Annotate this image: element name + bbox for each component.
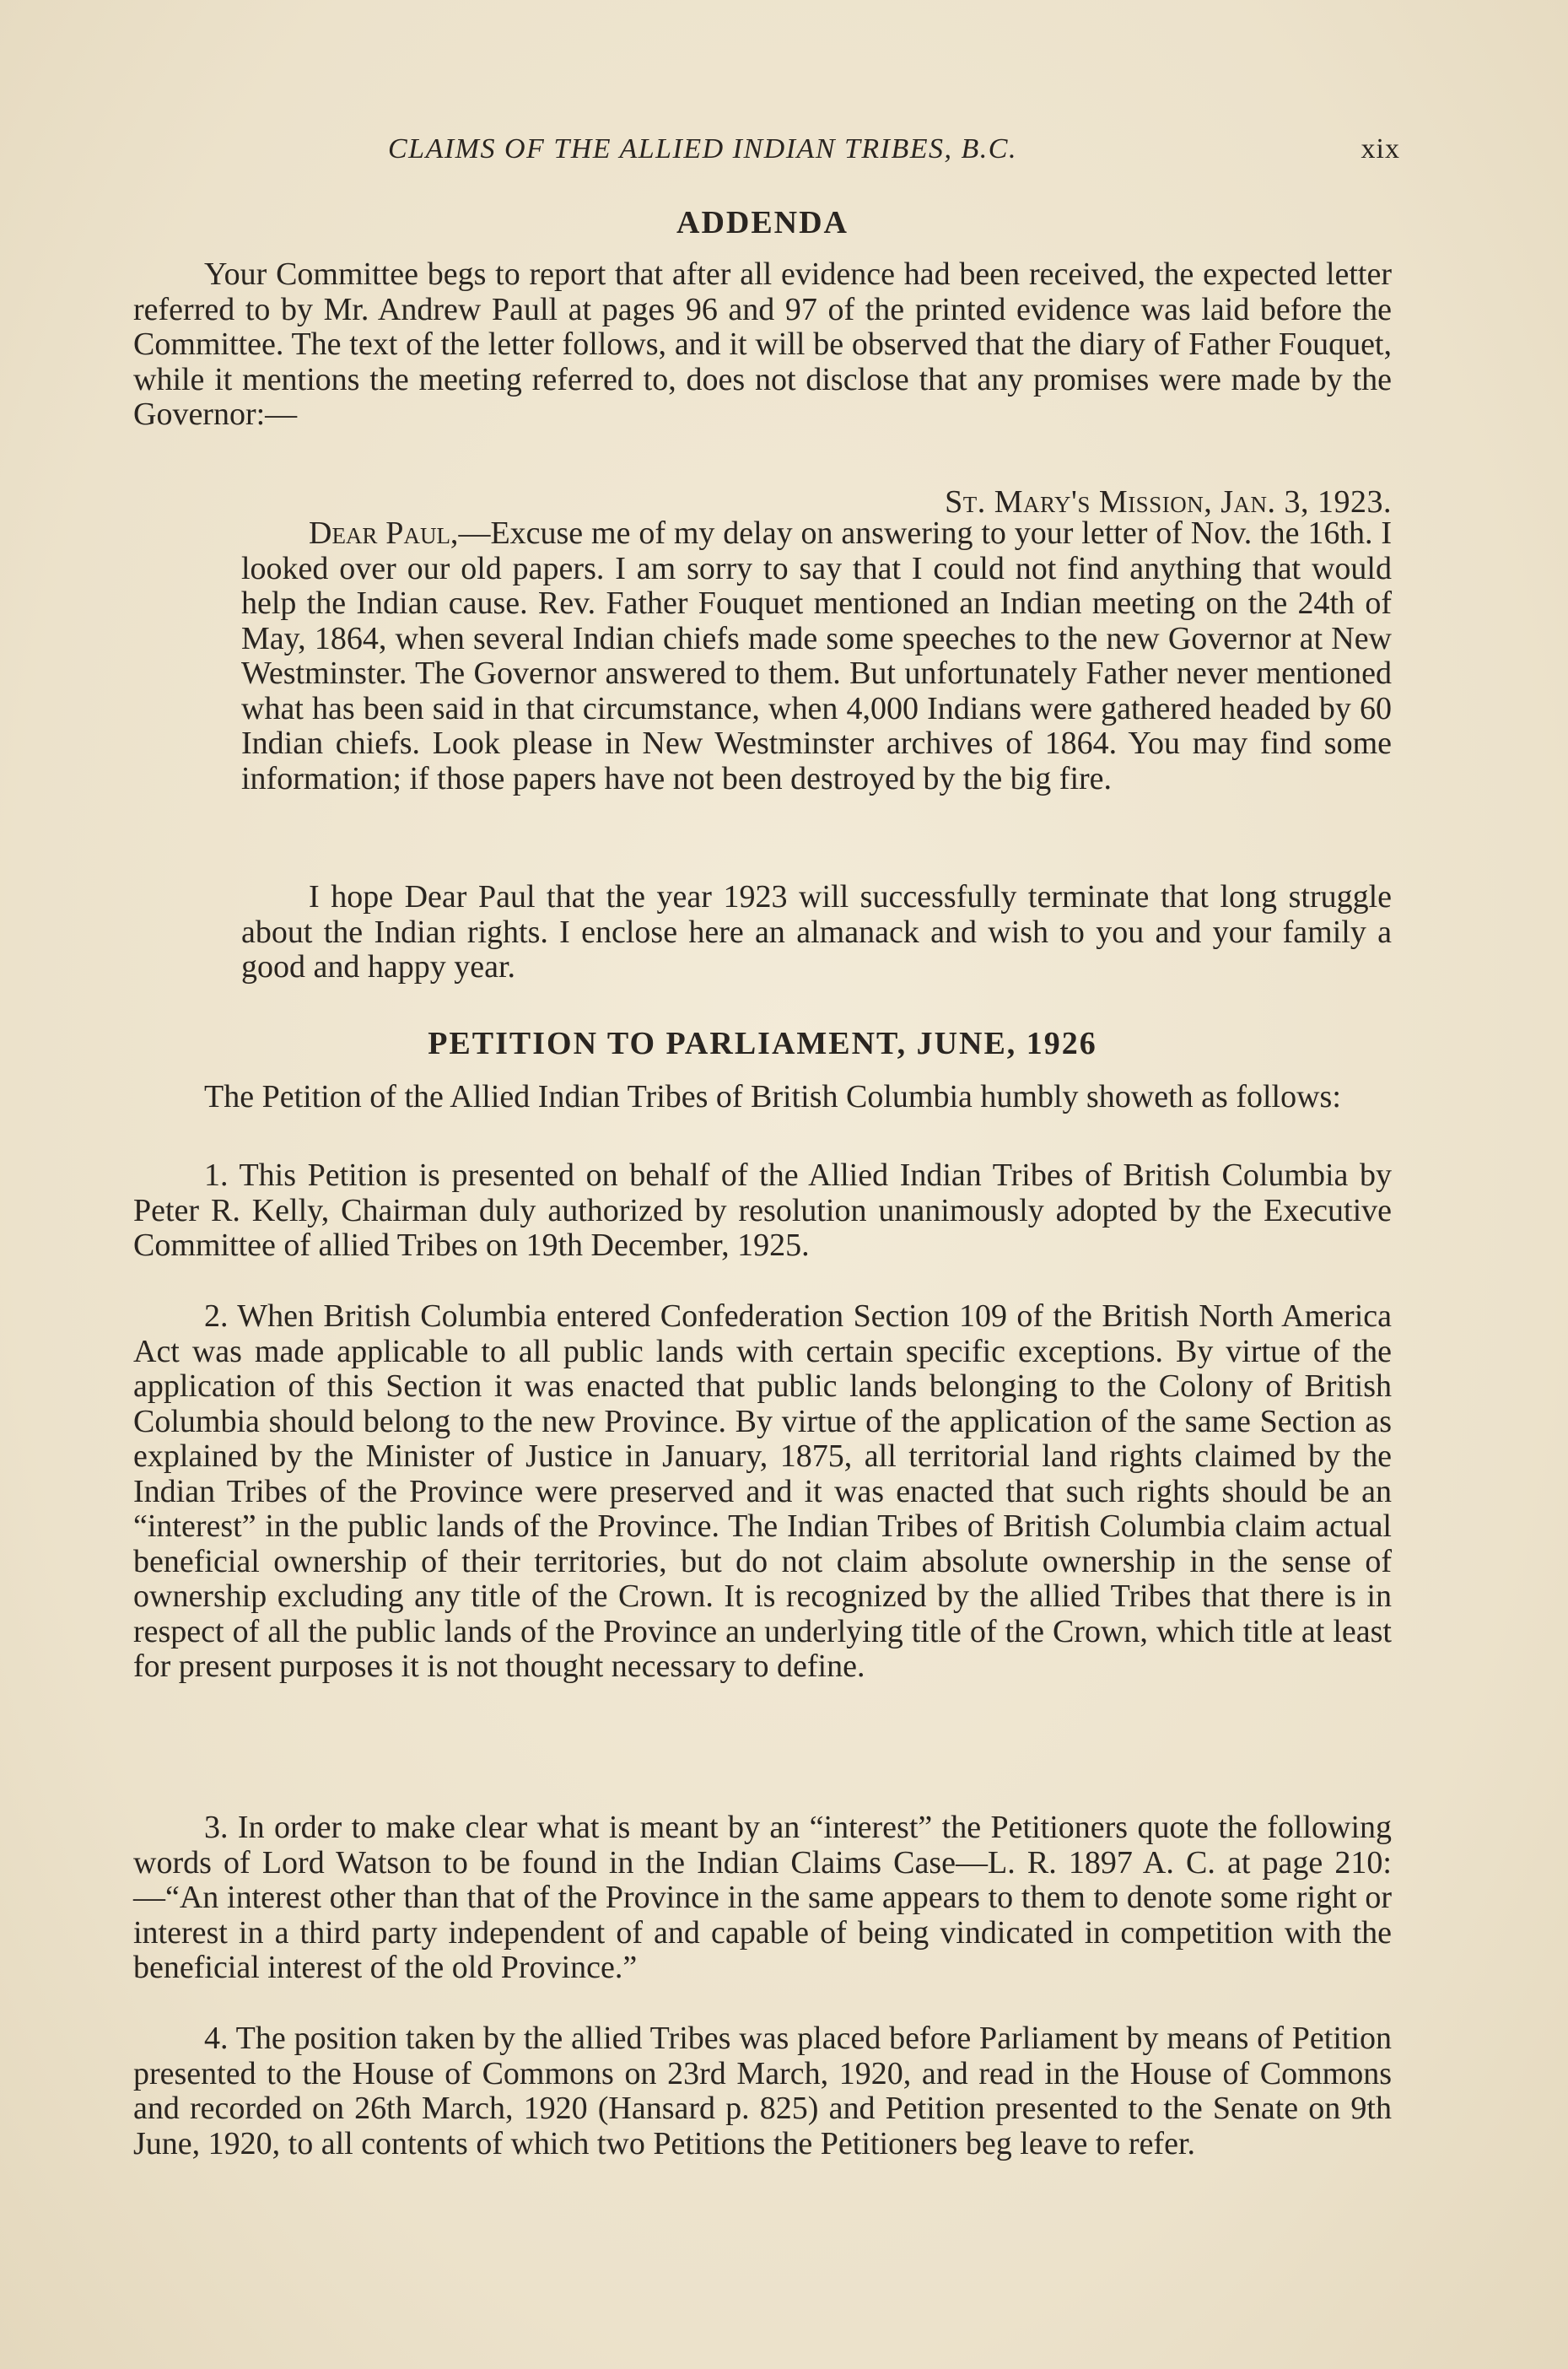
addenda-heading: ADDENDA [676,205,849,240]
petition-item-1: 1. This Petition is presented on behalf of the Allied Indian Tribes of British Columbia by Peter R. Kelly, Chairman duly authorized by resolution unanimously adopted by the Executive Committee of allied Tribes on 19th December, 1925. [133,1158,1392,1263]
petition-intro: The Petition of the Allied Indian Tribes of British Columbia humbly showeth as follows: [204,1079,1341,1114]
letter-paragraph-1 [241,516,1392,796]
petition-item-4: 4. The position taken by the allied Tribes was placed before Parliament by means of Petition presented to the House of Commons on 23rd March, 1920, and read in the House of Commons and recorded on 26th March, 1920 (Hansard p. 825) and Petition presented to the Senate on 9th June, 1920, to all contents of which two Petitions the Petitioners beg leave to refer. [133,2021,1392,2161]
petition-item-2: 2. When British Columbia entered Confederation Section 109 of the British North America Act was made applicable to all public lands with certain specific exceptions. By virtue of the application of this Section it was enacted that public lands belonging to the Colony of British Columbia should belong to the new Province. By virtue of the application of the same Section as explained by the Minister of Justice in January, 1875, all territorial land rights claimed by the Indian Tribes of the Province were preserved and it was enacted that such rights should be an “interest” in the public lands of the Province. The Indian Tribes of British Columbia claim actual beneficial ownership of their territories, but do not claim absolute ownership in the sense of ownership excluding any title of the Crown. It is recognized by the allied Tribes that there is in respect of all the public lands of the Province an underlying title of the Crown, which title at least for present purposes it is not thought necessary to define. [133,1298,1392,1684]
addenda-intro: Your Committee begs to report that after all evidence had been received, the expected letter referred to by Mr. Andrew Paull at pages 96 and 97 of the printed evidence was laid before the Committee. The text of the letter follows, and it will be observed that the diary of Father Fouquet, while it mentions the meeting referred to, does not disclose that any promises were made by the Governor:— [133,256,1392,432]
page-number: xix [1361,133,1400,165]
page-header [135,133,1400,175]
petition-heading: PETITION TO PARLIAMENT, JUNE, 1926 [428,1026,1097,1061]
letter-body-1: —Excuse me of my delay on answering to your letter of Nov. the 16th. I looked over our old papers. I am sorry to say that I could not find anything that would help the Indian cause. Rev. Father Fouquet mentioned an Indian meeting on the 24th of May, 1864, when several Indian chiefs made some speeches to the new Governor at New Westminster. The Governor answered to them. But unfortunately Father never mentioned what has been said in that circumstance, when 4,000 Indians were gathered headed by 60 Indian chiefs. Look please in New Westminster archives of 1864. You may find some information; if those papers have not been destroyed by the big fire. [241,515,1392,796]
letter-dateline-text: St. Mary's Mission, Jan. 3, 1923. [945,484,1392,520]
running-head: CLAIMS OF THE ALLIED INDIAN TRIBES, B.C. [388,133,1017,165]
letter-paragraph-2: I hope Dear Paul that the year 1923 will successfully terminate that long struggle about the Indian rights. I enclose here an almanack and wish to you and your family a good and happy year. [241,879,1392,985]
letter-salutation: Dear Paul, [309,515,459,551]
petition-item-3: 3. In order to make clear what is meant by an “interest” the Petitioners quote the following words of Lord Watson to be found in the Indian Claims Case—L. R. 1897 A. C. at page 210:—“An interest other than that of the Province in the same appears to them to denote some right or interest in a third party independent of and capable of being vindicated in competition with the beneficial interest of the old Province.” [133,1810,1392,1985]
